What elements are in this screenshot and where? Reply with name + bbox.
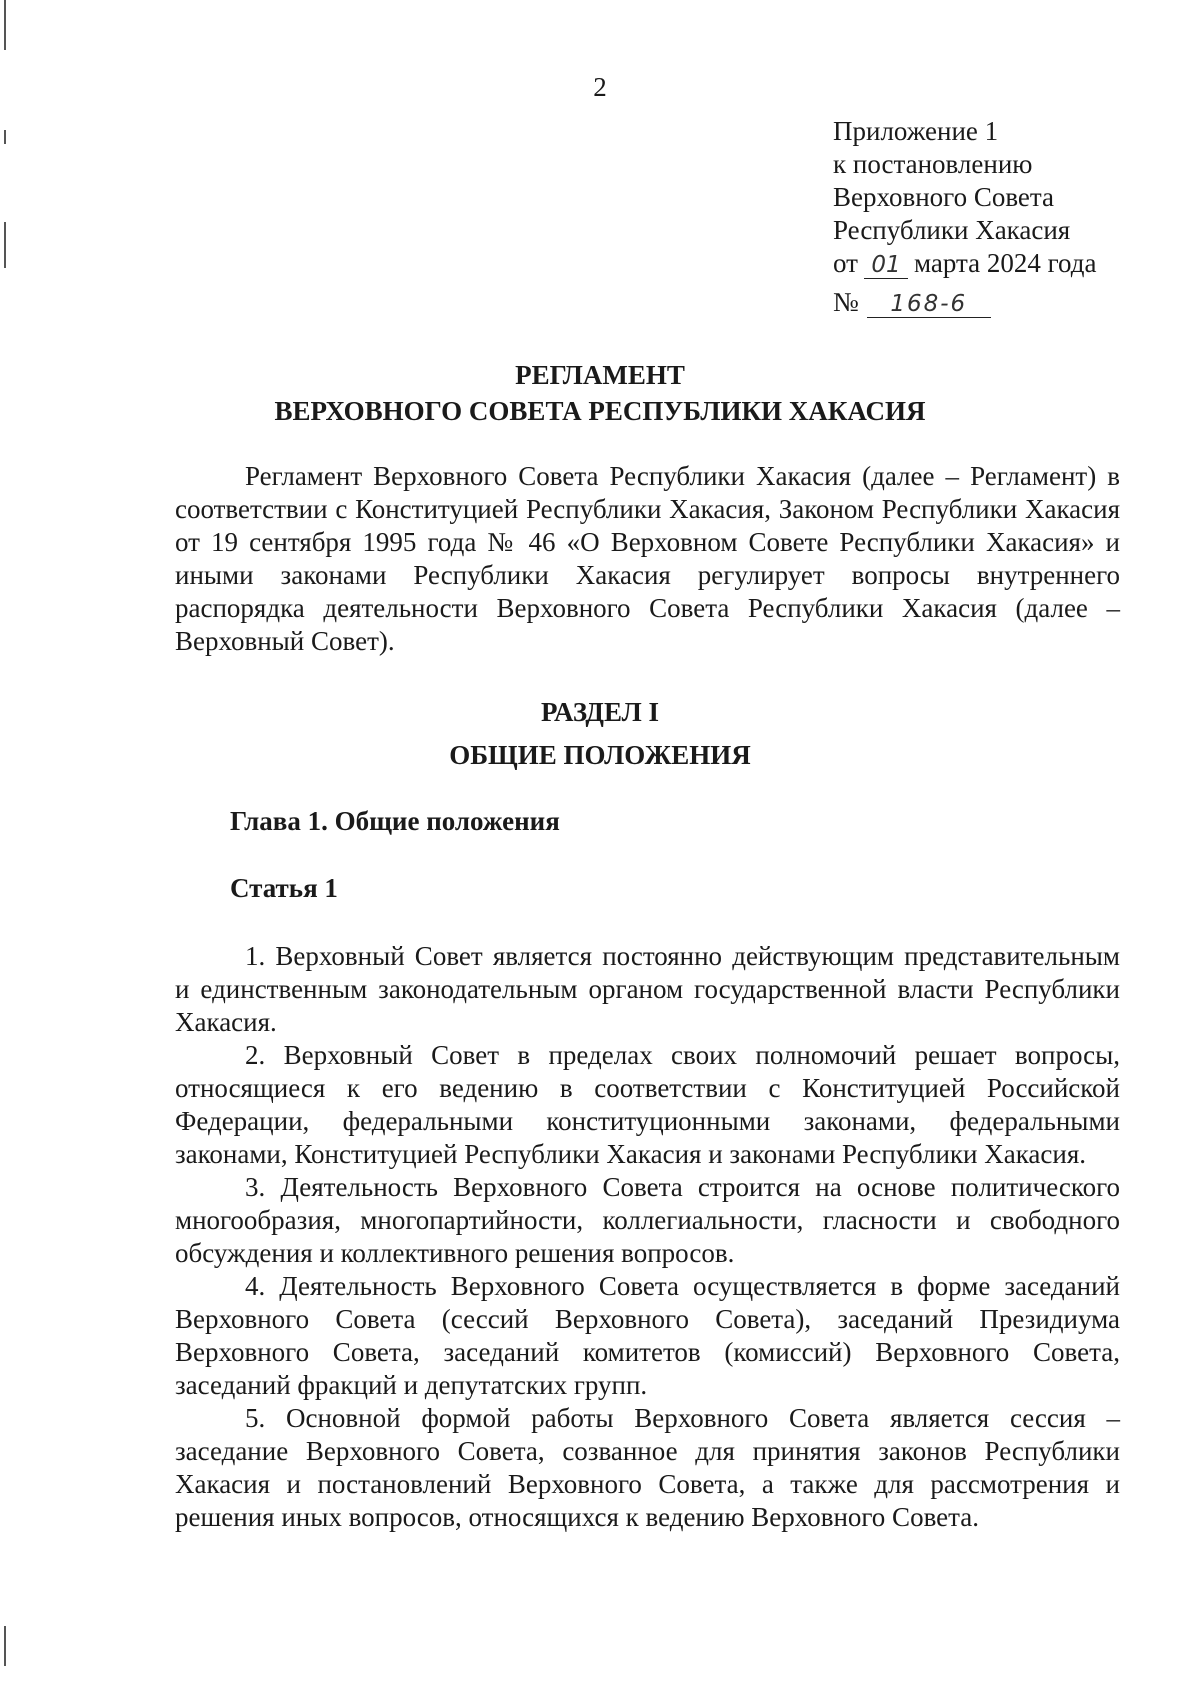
article-paragraph: 3. Деятельность Верховного Совета строится на основе политического многообразия, многопартийности, коллегиальности, гласности и свободного обсуждения и коллективного решения вопросов. xyxy=(175,1172,1120,1268)
handwritten-document-number: 168-6 xyxy=(867,291,991,318)
article-heading: Статья 1 xyxy=(230,873,338,903)
article-body xyxy=(175,940,1120,1534)
article-paragraph: 5. Основной формой работы Верховного Совета является сессия – заседание Верховного Совета, созванное для принятия законов Республики Хакасия и постановлений Верховного Совета, а также для рассмотрения и решения иных вопросов, относящихся к ведению Верховного Совета. xyxy=(175,1403,1120,1532)
document-subtitle: ВЕРХОВНОГО СОВЕТА РЕСПУБЛИКИ ХАКАСИЯ xyxy=(274,396,926,426)
document-title: РЕГЛАМЕНТ xyxy=(515,360,685,390)
appendix-line: Приложение 1 xyxy=(833,116,999,146)
appendix-line: Верховного Совета xyxy=(833,182,1055,212)
preamble-paragraph: Регламент Верховного Совета Республики Хакасия (далее – Регламент) в соответствии с Конституцией Республики Хакасия, Законом Республики Хакасия от 19 сентября 1995 года № 46 «О Верховном Совете Республики Хакасия» и иными законами Республики Хакасия регулирует вопросы внутреннего распорядка деятельности Верховного Совета Республики Хакасия (далее – Верховный Совет). xyxy=(175,461,1120,656)
appendix-date-line xyxy=(833,247,1096,280)
chapter-heading: Глава 1. Общие положения xyxy=(230,806,560,836)
appendix-line: Республики Хакасия xyxy=(833,215,1071,245)
appendix-line: к постановлению xyxy=(833,149,1033,179)
article-paragraph: 4. Деятельность Верховного Совета осуществляется в форме заседаний Верховного Совета (сессий Верховного Совета), заседаний Президиума Верховного Совета, заседаний комитетов (комиссий) Верховного Совета, заседаний фракций и депутатских групп. xyxy=(175,1271,1120,1400)
number-prefix: № xyxy=(833,287,859,317)
page-number: 2 xyxy=(593,72,607,102)
scan-edge-mark xyxy=(4,1626,6,1666)
article-paragraph: 1. Верховный Совет является постоянно действующим представительным и единственным законодательным органом государственной власти Республики Хакасия. xyxy=(175,941,1120,1037)
scan-edge-mark xyxy=(4,0,6,50)
appendix-number-line xyxy=(833,286,1096,319)
date-prefix: от xyxy=(833,248,858,278)
appendix-block xyxy=(833,115,1096,319)
article-paragraph: 2. Верховный Совет в пределах своих полномочий решает вопросы, относящиеся к его ведению в соответствии с Конституцией Российской Федерации, федеральными конституционными законами, федеральными законами, Конституцией Республики Хакасия и законами Республики Хакасия. xyxy=(175,1040,1120,1169)
date-rest: марта 2024 года xyxy=(913,248,1097,278)
scan-edge-mark xyxy=(4,222,6,268)
handwritten-date-day: 01 xyxy=(864,252,908,279)
section-name: ОБЩИЕ ПОЛОЖЕНИЯ xyxy=(449,740,751,770)
preamble-block xyxy=(175,460,1120,658)
section-label: РАЗДЕЛ I xyxy=(540,697,660,727)
scan-edge-mark xyxy=(4,130,6,144)
